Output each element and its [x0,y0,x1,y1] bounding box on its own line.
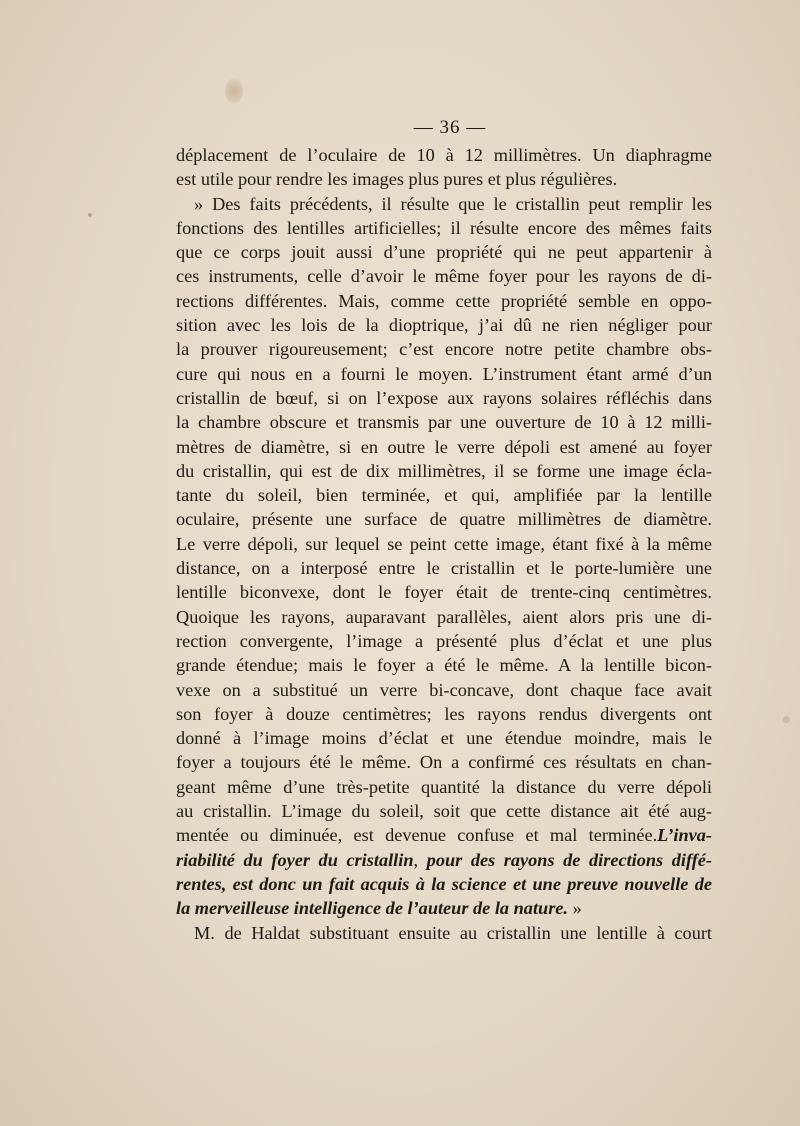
text-line [176,362,712,386]
text-line [176,750,712,774]
text-line [176,410,712,434]
text-line [176,848,712,872]
text-line [176,653,712,677]
text-line [176,386,712,410]
text-line [176,896,712,920]
text-line [176,580,712,604]
text-run: ces instruments, celle d’avoir le même foyer pour les rayons de di- [176,266,712,287]
text-run: mentée ou diminuée, est devenue confuse et mal terminée. [176,825,658,846]
text-run: tante du soleil, bien terminée, et qui, amplifiée par la lentille [176,485,712,506]
text-line [176,167,712,191]
body-text [176,143,712,945]
text-run: M. de Haldat substituant ensuite au cristallin une lentille à court [194,922,712,943]
text-run: donné à l’image moins d’éclat et une étendue moindre, mais le [176,728,712,749]
text-line [176,629,712,653]
text-run: que ce corps jouit aussi d’une propriété qui ne peut appartenir à [176,242,712,263]
text-line [176,678,712,702]
italic-run: L’inva- [657,825,712,846]
text-run: rection convergente, l’image a présenté plus d’éclat et une plus [176,630,712,651]
text-line [176,337,712,361]
text-line [176,799,712,823]
text-line [176,216,712,240]
text-line [176,726,712,750]
text-line [176,702,712,726]
text-run: du cristallin, qui est de dix millimètres, il se forme une image écla- [176,460,712,481]
text-run: la prouver rigoureusement; c’est encore notre petite chambre obs- [176,339,712,360]
text-run: fonctions des lentilles artificielles; il résulte encore des mêmes faits [176,217,712,238]
text-run: » [568,898,582,919]
speck [88,213,92,217]
text-run: distance, on a interposé entre le cristallin et le porte-lumière une [176,558,712,579]
text-run: est utile pour rendre les images plus pures et plus régulières. [176,169,618,190]
italic-run: riabilité du foyer du cristallin [176,849,414,870]
text-line [176,313,712,337]
text-line [176,435,712,459]
ink-stain [225,78,243,104]
text-run: , [413,849,427,870]
text-run: » Des faits précédents, il résulte que le cristallin peut remplir les [194,193,712,214]
text-run: grande étendue; mais le foyer a été le même. A la lentille bicon- [176,655,712,676]
text-line [176,775,712,799]
text-run: Quoique les rayons, auparavant parallèles, aient alors pris une di- [176,606,712,627]
text-line [176,532,712,556]
text-run: cure qui nous en a fourni le moyen. L’instrument étant armé d’un [176,363,712,384]
text-run: vexe on a substitué un verre bi-concave, dont chaque face avait [176,679,712,700]
text-line [176,823,712,847]
text-run: oculaire, présente une surface de quatre millimètres de diamètre. [176,509,712,530]
text-line [176,192,712,216]
text-run: la chambre obscure et transmis par une ouverture de 10 à 12 milli- [176,412,712,433]
text-run: Le verre dépoli, sur lequel se peint cette image, étant fixé à la même [176,533,712,554]
text-line [176,264,712,288]
text-run: son foyer à douze centimètres; les rayons rendus divergents ont [176,703,712,724]
text-line [176,483,712,507]
text-line [176,605,712,629]
text-line [176,872,712,896]
text-run: au cristallin. L’image du soleil, soit que cette distance ait été aug- [176,801,712,822]
text-line [176,240,712,264]
italic-run: pour des rayons de directions diffé- [426,849,713,870]
text-line [176,921,712,945]
text-run: mètres de diamètre, si en outre le verre dépoli est amené au foyer [176,436,712,457]
text-line [176,289,712,313]
speck [783,716,790,723]
text-run: foyer a toujours été le même. On a confirmé ces résultats en chan- [176,752,712,773]
text-line [176,459,712,483]
text-run: lentille biconvexe, dont le foyer était de trente-cinq centimètres. [176,582,712,603]
text-run: sition avec les lois de la dioptrique, j’ai dû ne rien négliger pour [176,315,712,336]
text-run: cristallin de bœuf, si on l’expose aux rayons solaires réfléchis dans [176,387,712,408]
text-run: déplacement de l’oculaire de 10 à 12 millimètres. Un diaphragme [176,145,712,165]
text-line [176,556,712,580]
text-run: rections différentes. Mais, comme cette propriété semble en oppo- [176,290,712,311]
text-line [176,507,712,531]
text-run: geant même d’une très-petite quantité la distance du verre dépoli [176,776,712,797]
page-number: — 36 — [413,117,487,138]
italic-run: rentes, est donc un fait acquis à la science et une preuve nouvelle de [176,873,712,894]
text-line [176,143,712,167]
italic-run: la merveilleuse intelligence de l’auteur de la nature. [176,898,568,919]
